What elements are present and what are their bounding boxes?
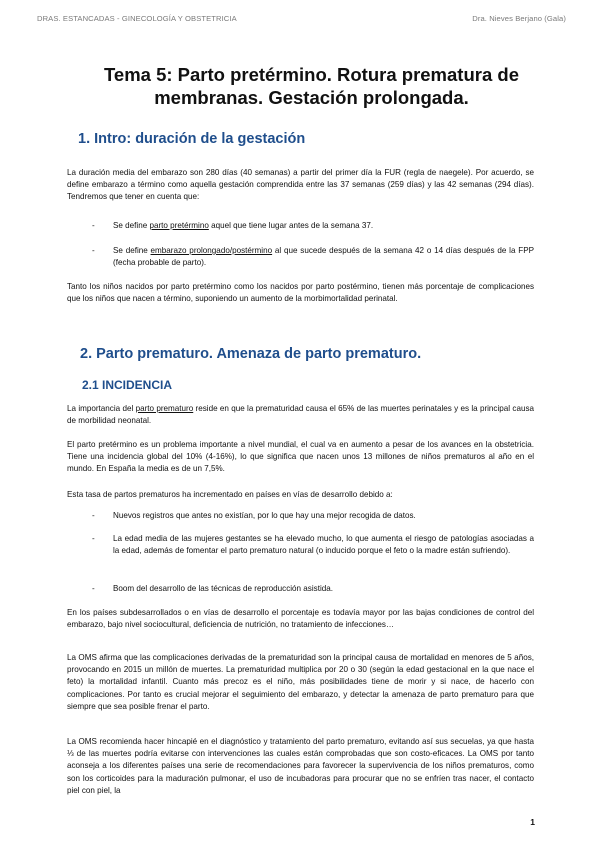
list-item (92, 533, 534, 557)
bullet-text: La edad media de las mujeres gestantes se ha elevado mucho, lo que aumenta el riesgo de patologías asociadas a la edad, además de fomentar el parto prematuro natural (o inducido porque el feto o la madre están sufriendo). (113, 534, 534, 556)
section-2-heading: 2. Parto prematuro. Amenaza de parto prematuro. (80, 346, 422, 362)
bullet-text: al que sucede después de la semana 42 o 14 días después de la FPP (fecha probable de parto). (113, 246, 535, 268)
section-1-paragraph-1: La duración media del embarazo son 280 días (40 semanas) a partir del primer día la FUR (regla de naegele). Por acuerdo, se define embarazo a término como aquella gestación comprendida entre las 37 semanas (259 días) y las 42 semanas (294 días). Tendremos que tener en cuenta que: (67, 168, 534, 202)
section-2-paragraph-5: La OMS afirma que las complicaciones derivadas de la prematuridad son la principal causa de mortalidad en menores de 5 años, provocando en 2015 un millón de muertes. La prematuridad multiplica por 20 o 30 (según la edad gestacional en la que nace el feto) la mortalidad infantil. Cuanto más precoz es el niño, más posibilidades tiene de morir y si nace, de hacerlo con complicaciones. Por tanto es crucial mejorar el seguimiento del embarazo, y detectar la amenaza de parto prematuro para que siempre que sea posible frenar el parto. (67, 653, 534, 711)
term-parto-prematuro: parto prematuro (135, 404, 194, 413)
bullet-dash: - (92, 246, 95, 255)
bullet-dash: - (92, 511, 95, 520)
term-embarazo-prolongado: embarazo prolongado/postérmino (150, 246, 273, 255)
header-course: DRAS. ESTANCADAS - GINECOLOGÍA Y OBSTETRICIA (37, 14, 237, 23)
page-number: 1 (530, 817, 535, 827)
bullet-dash: - (92, 221, 95, 230)
list-item (92, 245, 534, 269)
bullet-dash: - (92, 584, 95, 593)
section-1-heading: 1. Intro: duración de la gestación (78, 131, 306, 147)
section-1-paragraph-2: Tanto los niños nacidos por parto pretérmino como los nacidos por parto postérmino, tienen más porcentaje de complicaciones que los niños que nacen a término, suponiendo un aumento de la morbimortalidad perinatal. (67, 282, 534, 304)
bullet-text: Boom del desarrollo de las técnicas de reproducción asistida. (113, 584, 334, 593)
paragraph-text: La importancia del (67, 404, 136, 413)
section-2-paragraph-2: El parto pretérmino es un problema importante a nivel mundial, el cual va en aumento a pesar de los avances en la obstetricia. Tiene una incidencia global del 10% (4-16%), lo que significa que nacen unos 13 millones de niños prematuros al año en el mundo. En España la media es de un 7,5%. (67, 440, 534, 474)
section-2-paragraph-6: La OMS recomienda hacer hincapié en el diagnóstico y tratamiento del parto prematuro, evitando así sus secuelas, ya que hasta ⅓ de las muertes podría evitarse con intervenciones las cuales están comprobadas que son costo-eficaces. La OMS por tanto aconseja a los diferentes países una serie de recomendaciones para favorecer la supervivencia de los niños prematuros, como son los corticoides para la maduración pulmonar, el uso de incubadoras para procurar que no se enfríen tras nacer, el contacto piel con piel, la (67, 737, 534, 795)
section-2-paragraph-1 (67, 403, 534, 427)
list-item (92, 220, 534, 232)
bullet-dash: - (92, 534, 95, 543)
bullet-text: Se define (113, 221, 150, 230)
header-author: Dra. Nieves Berjano (Gala) (472, 14, 566, 23)
section-2-paragraph-4: En los países subdesarrollados o en vías de desarrollo el porcentaje es todavía mayor por las bajas condiciones de control del embarazo, bajo nivel sociocultural, deficiencia de nutrición, no tratamiento de infecciones… (67, 608, 534, 630)
subsection-heading: 2.1 INCIDENCIA (82, 378, 173, 392)
bullet-text: Nuevos registros que antes no existían, por lo que hay una mejor recogida de datos. (113, 511, 416, 520)
list-item (92, 583, 534, 595)
bullet-text: Se define (113, 246, 151, 255)
document-title: Tema 5: Parto pretérmino. Rotura prematura de membranas. Gestación prolongada. (104, 64, 519, 108)
bullet-text: aquel que tiene lugar antes de la semana 37. (208, 221, 374, 230)
paragraph-text: reside en que la prematuridad causa el 65% de las muertes perinatales y es la principal causa de morbilidad neonatal. (67, 404, 534, 426)
section-2-paragraph-3: Esta tasa de partos prematuros ha incrementado en países en vías de desarrollo debido a: (67, 490, 393, 499)
term-parto-pretermino: parto pretérmino (149, 221, 209, 230)
list-item (92, 510, 534, 522)
